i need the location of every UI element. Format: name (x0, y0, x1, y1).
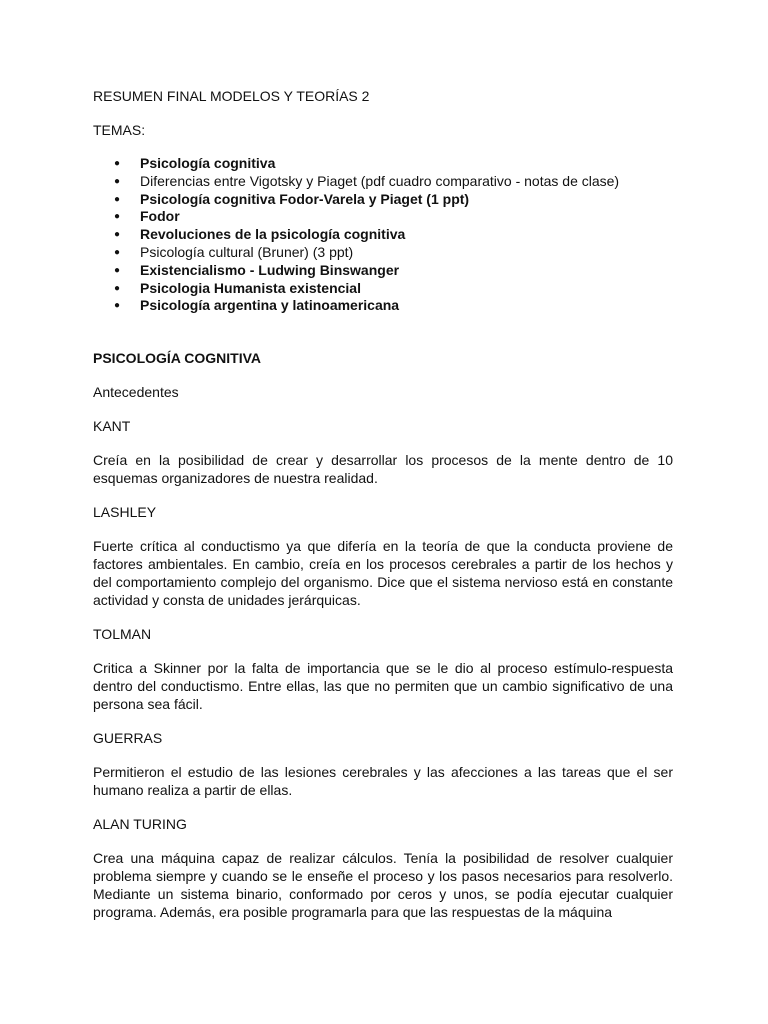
entry-label-tolman: TOLMAN (93, 626, 152, 643)
topic-item: ● Psicología argentina y latinoamericana (93, 297, 673, 315)
topics-list (93, 155, 673, 315)
entry-label-lashley: LASHLEY (93, 504, 157, 521)
entry-text-tolman: Critica a Skinner por la falta de importancia que se le dio al proceso estímulo-respuesta dentro del conductismo. Entre ellas, las que no permiten que un cambio significativo de una persona sea fácil. (93, 660, 673, 713)
topic-item: ● Psicología cognitiva (93, 155, 673, 173)
entry-label-alan-turing: ALAN TURING (93, 816, 187, 833)
topic-item: ● Diferencias entre Vigotsky y Piaget (pdf cuadro comparativo - notas de clase) (93, 173, 673, 191)
topic-item: ● Psicología cultural (Bruner) (3 ppt) (93, 244, 673, 262)
document-title: RESUMEN FINAL MODELOS Y TEORÍAS 2 (93, 88, 370, 104)
topic-item: ● Existencialismo - Ludwing Binswanger (93, 262, 673, 280)
entry-text-kant: Creía en la posibilidad de crear y desarrollar los procesos de la mente dentro de 10 esquemas organizadores de nuestra realidad. (93, 452, 673, 487)
entry-text-lashley: Fuerte crítica al conductismo ya que difería en la teoría de que la conducta proviene de factores ambientales. En cambio, creía en los procesos cerebrales a partir de los hechos y del comportamiento complejo del organismo. Dice que el sistema nervioso está en constante actividad y consta de unidades jerárquicas. (93, 538, 673, 609)
topic-item: ● Psicología cognitiva Fodor-Varela y Piaget (1 ppt) (93, 191, 673, 209)
entry-text-guerras: Permitieron el estudio de las lesiones cerebrales y las afecciones a las tareas que el ser humano realiza a partir de ellas. (93, 764, 673, 799)
topic-item: ● Fodor (93, 208, 673, 226)
entry-label-guerras: GUERRAS (93, 730, 163, 747)
topic-item: ● Revoluciones de la psicología cognitiva (93, 226, 673, 244)
section-title: PSICOLOGÍA COGNITIVA (93, 350, 262, 367)
temas-label: TEMAS: (93, 122, 146, 138)
topic-item: ● Psicologia Humanista existencial (93, 280, 673, 298)
entry-text-alan-turing: Crea una máquina capaz de realizar cálculos. Tenía la posibilidad de resolver cualquier problema siempre y cuando se le enseñe el proceso y los pasos necesarios para resolverlo. Mediante un sistema binario, conformado por ceros y unos, se podía ejecutar cualquier programa. Además, era posible programarla para que las respuestas de la máquina (93, 850, 673, 921)
antecedentes-heading: Antecedentes (93, 384, 179, 401)
entry-label-kant: KANT (93, 418, 131, 435)
